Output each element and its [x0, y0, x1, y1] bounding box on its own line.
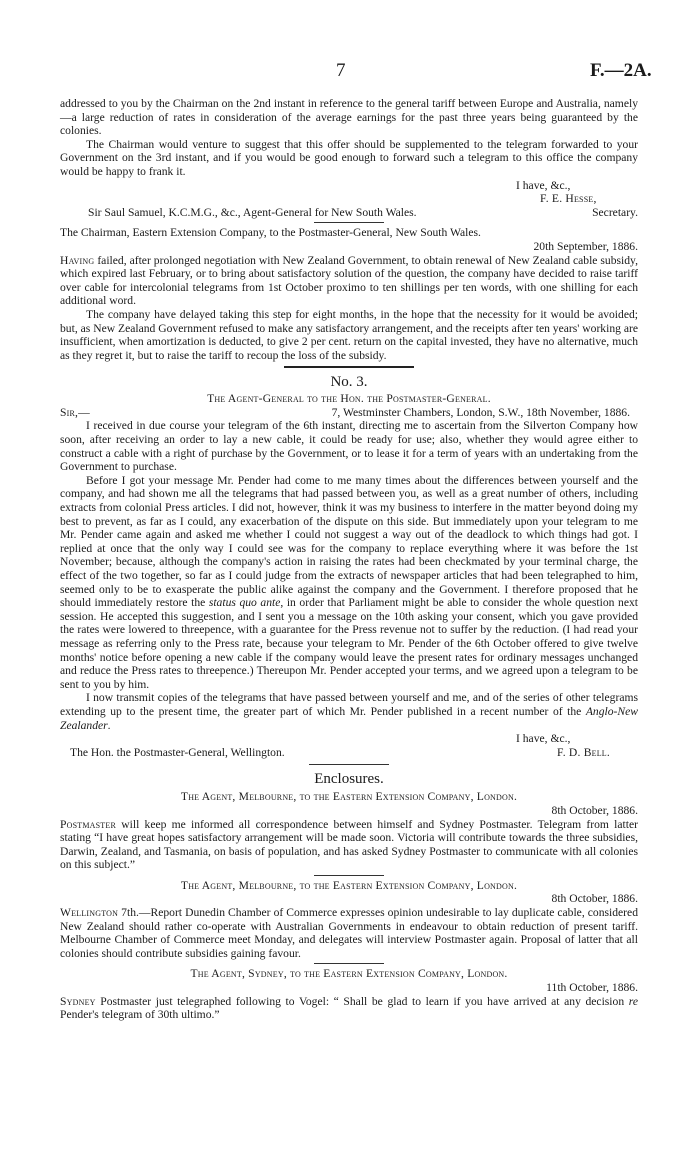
address-date: 7, Westminster Chambers, London, S.W., 18th November, 1886. — [331, 405, 630, 419]
signer-name: F. E. Hesse, — [540, 192, 597, 206]
enclosure-date: 8th October, 1886. — [551, 892, 638, 906]
letter-paragraph-1: Having failed, after prolonged negotiation with New Zealand Government, to obtain renewal of New Zealand cable subsidy, which expired last February, or to bring about satisfactory solution of the question, the company have decided to raise tariff over cable for intercolonial telegrams from 1st October proximo to ten shillings per ten words, with one shilling for each additional word. — [60, 253, 638, 308]
signer-title: Secretary. — [592, 205, 638, 219]
divider-rule — [314, 875, 384, 876]
letter-heading: The Chairman, Eastern Extension Company, to the Postmaster-General, New South Wales. — [60, 226, 481, 240]
enclosure-body: Postmaster will keep me informed all correspondence between himself and Sydney Postmaster. Telegram from latter stating “I have great hopes satisfactory arrangement will be made soon. Victoria will contribute towards the three subsidies, Darwin, Zealand, and Tasmania, on basis of population, and has asked Sydney Postmaster to communicate with all colonies on this subject.” — [60, 817, 638, 872]
enclosure-date: 11th October, 1886. — [546, 981, 638, 995]
letter-paragraph-1: I received in due course your telegram of the 6th instant, directing me to ascertain from the Silverton Company how soon, after receiving an order to lay a new cable, it could be ready for use; also, whether they would agree either to construct a cable with a right of purchase by the Government, or to lease it for a term of years with an undertaking from the Government to purchase. — [60, 419, 638, 474]
letter-date: 20th September, 1886. — [533, 239, 638, 253]
enclosure-body: Sydney Postmaster just telegraphed following to Vogel: “ Shall be glad to learn if you have arrived at any decision re Pender's telegram of 30th ultimo.” — [60, 994, 638, 1022]
document-reference: F.—2A. — [590, 60, 652, 81]
addressee-line — [60, 746, 638, 760]
divider-rule — [309, 764, 389, 765]
letter-paragraph-2: The company have delayed taking this step for eight months, in the hope that the necessity for it would be avoided; but, as New Zealand Government refused to make any satisfactory arrangement, and the receipts after ten years' working are insufficient, when amortization is deducted, to give 2 per cent. return on the capital invested, they have no alternative, much as they regret it, but to raise the tariff to recoup the loss of the subsidy. — [60, 307, 638, 362]
salutation: Sir,— — [60, 405, 90, 419]
salutation-line — [60, 406, 638, 420]
lead-word: Having — [60, 253, 95, 267]
italic-title: Anglo-New Zealander — [60, 704, 638, 732]
page-content — [60, 97, 638, 1022]
enclosure-heading: The Agent, Melbourne, to the Eastern Extension Company, London. — [180, 790, 518, 804]
addressee-line — [60, 206, 638, 220]
enclosure-heading: The Agent, Melbourne, to the Eastern Extension Company, London. — [180, 878, 518, 892]
enclosure-body: Wellington 7th.—Report Dunedin Chamber of Commerce expresses opinion undesirable to lay duplicate cable, considered New Zealand should rather co-operate with Australian Governments in endeavour to obtain reduction of present tariff. Melbourne Chamber of Commerce meet Monday, and delegates will interview Postmaster again. Proposal of latter that all colonies should contribute subsidies gaining favour. — [60, 906, 638, 960]
signer-name: F. D. Bell. — [557, 745, 610, 759]
italic-phrase: status quo ante — [208, 596, 281, 610]
section-title: No. 3. — [330, 374, 368, 391]
enclosures-title: Enclosures. — [314, 771, 384, 788]
enclosure-date: 8th October, 1886. — [551, 803, 638, 817]
letter-paragraph-3: I now transmit copies of the telegrams that have passed between yourself and me, and of the series of other telegrams extending up to the present time, the greater part of which Mr. Pender published in a recent number of the Anglo-New Zealander. — [60, 691, 638, 732]
addressee: The Hon. the Postmaster-General, Wellington. — [70, 745, 285, 759]
closing-have: I have, &c., — [516, 732, 571, 746]
italic-word: re — [628, 994, 638, 1008]
closing-have: I have, &c., — [516, 178, 571, 192]
letter-paragraph-2: Before I got your message Mr. Pender had come to me many times about the differences between yourself and the company, and had shown me all the telegrams that had passed between you, as well as a great number of others, including extracts from colonial Press articles. I did not, however, think it was my business to interfere in the matter beyond doing my best to prevent, as far as I could, any exacerbation of the dispute on this side. But immediately upon your telegram to me Mr. Pender came again and asked me whether I could not suggest a way out of the deadlock to which things had got. I replied at once that the only way I could see was for the company to replace everything where it was before the 1st November; because, although the company's action in raising the rates had been checkmated by your terminal charge, the effect of the two together, so far as I could judge from the extracts of newspaper articles that had been telegraphed to him, seemed only to be to exasperate the public alike against the company and the Government. I therefore proposed that he should immediately restore the status quo ante, in order that Parliament might be able to consider the whole question next session. He accepted this suggestion, and I sent you a message on the 10th asking your consent, which you gave provided the rates were lowered to threepence, with a guarantee for the Press revenue not to suffer by the reduction. (I had read your message as referring only to the Press rate, because your telegram to Mr. Pender of the 6th October offered to give twelve months' notice before opening a new cable if the company would leave the present rates for ordinary messages unchanged and reduce the Press rates to threepence.) Thereupon Mr. Pender accepted your terms, and we agreed upon a telegram to be sent to you by him. — [60, 473, 638, 691]
section-divider — [284, 366, 414, 368]
enclosure-heading: The Agent, Sydney, to the Eastern Extension Company, London. — [190, 967, 508, 981]
divider-rule — [314, 963, 384, 964]
lead-word: Sydney — [60, 994, 96, 1008]
divider-rule — [314, 222, 384, 223]
addressee: Sir Saul Samuel, K.C.M.G., &c., Agent-General for New South Wales. — [88, 205, 417, 219]
lead-word: Wellington — [60, 906, 119, 920]
page-number: 7 — [336, 60, 346, 81]
letter-heading: The Agent-General to the Hon. the Postmaster-General. — [207, 392, 491, 406]
intro-paragraph-1: addressed to you by the Chairman on the 2nd instant in reference to the general tariff between Europe and Australia, namely—a large reduction of rates in consideration of the average earnings for the past three years being guaranteed by the colonies. — [60, 97, 638, 138]
intro-paragraph-2: The Chairman would venture to suggest that this offer should be supplemented to the telegram forwarded to your Government on the 3rd instant, and if you would be good enough to forward such a telegram to this office the company would be happy to frank it. — [60, 137, 638, 178]
lead-word: Postmaster — [60, 817, 117, 831]
